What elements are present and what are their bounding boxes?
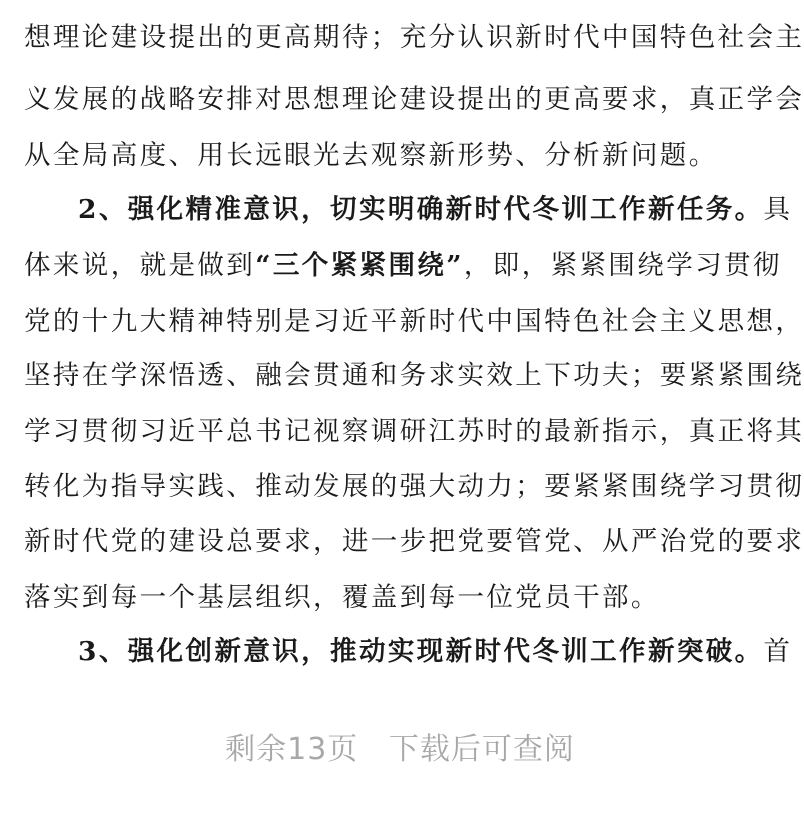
section-3-heading: 3、强化创新意识，推动实现新时代冬训工作新突破。 <box>78 636 764 667</box>
section-3-heading-line <box>78 630 793 674</box>
paragraph-line: 义发展的战略安排对思想理论建设提出的更高要求，真正学会 <box>24 84 804 115</box>
paragraph-line: 从全局高度、用长远眼光去观察新形势、分析新问题。 <box>24 140 718 171</box>
paragraph-line: 转化为指导实践、推动发展的强大动力；要紧紧围绕学习贯彻 <box>24 471 804 502</box>
download-hint-label: 下载后可查阅 <box>388 732 575 767</box>
text-run: 体来说，就是做到 <box>24 250 256 281</box>
section-2-heading: 2、强化精准意识，切实明确新时代冬训工作新任务。 <box>78 194 764 225</box>
paragraph-line: 新时代党的建设总要求，进一步把党要管党、从严治党的要求 <box>24 526 804 557</box>
paragraph-line: 想理论建设提出的更高期待；充分认识新时代中国特色社会主 <box>24 22 804 53</box>
text-run: ，即，紧紧围绕学习贯彻 <box>463 250 782 281</box>
section-2-heading-tail: 具 <box>763 194 793 225</box>
paragraph-line: 学习贯彻习近平总书记视察调研江苏时的最新指示，真正将其 <box>24 416 804 447</box>
download-prompt[interactable] <box>0 720 800 780</box>
paragraph-line <box>24 244 782 288</box>
paragraph-line: 坚持在学深悟透、融会贯通和务求实效上下功夫；要紧紧围绕 <box>24 360 804 391</box>
quoted-phrase: “三个紧紧围绕” <box>255 250 464 281</box>
section-2-heading-line <box>78 188 793 232</box>
paragraph-line: 落实到每一个基层组织，覆盖到每一位党员干部。 <box>24 582 660 613</box>
section-3-heading-tail: 首 <box>763 636 793 667</box>
paragraph-line: 党的十九大精神特别是习近平新时代中国特色社会主义思想， <box>24 306 804 337</box>
remaining-pages-label: 剩余13页 <box>225 732 359 767</box>
